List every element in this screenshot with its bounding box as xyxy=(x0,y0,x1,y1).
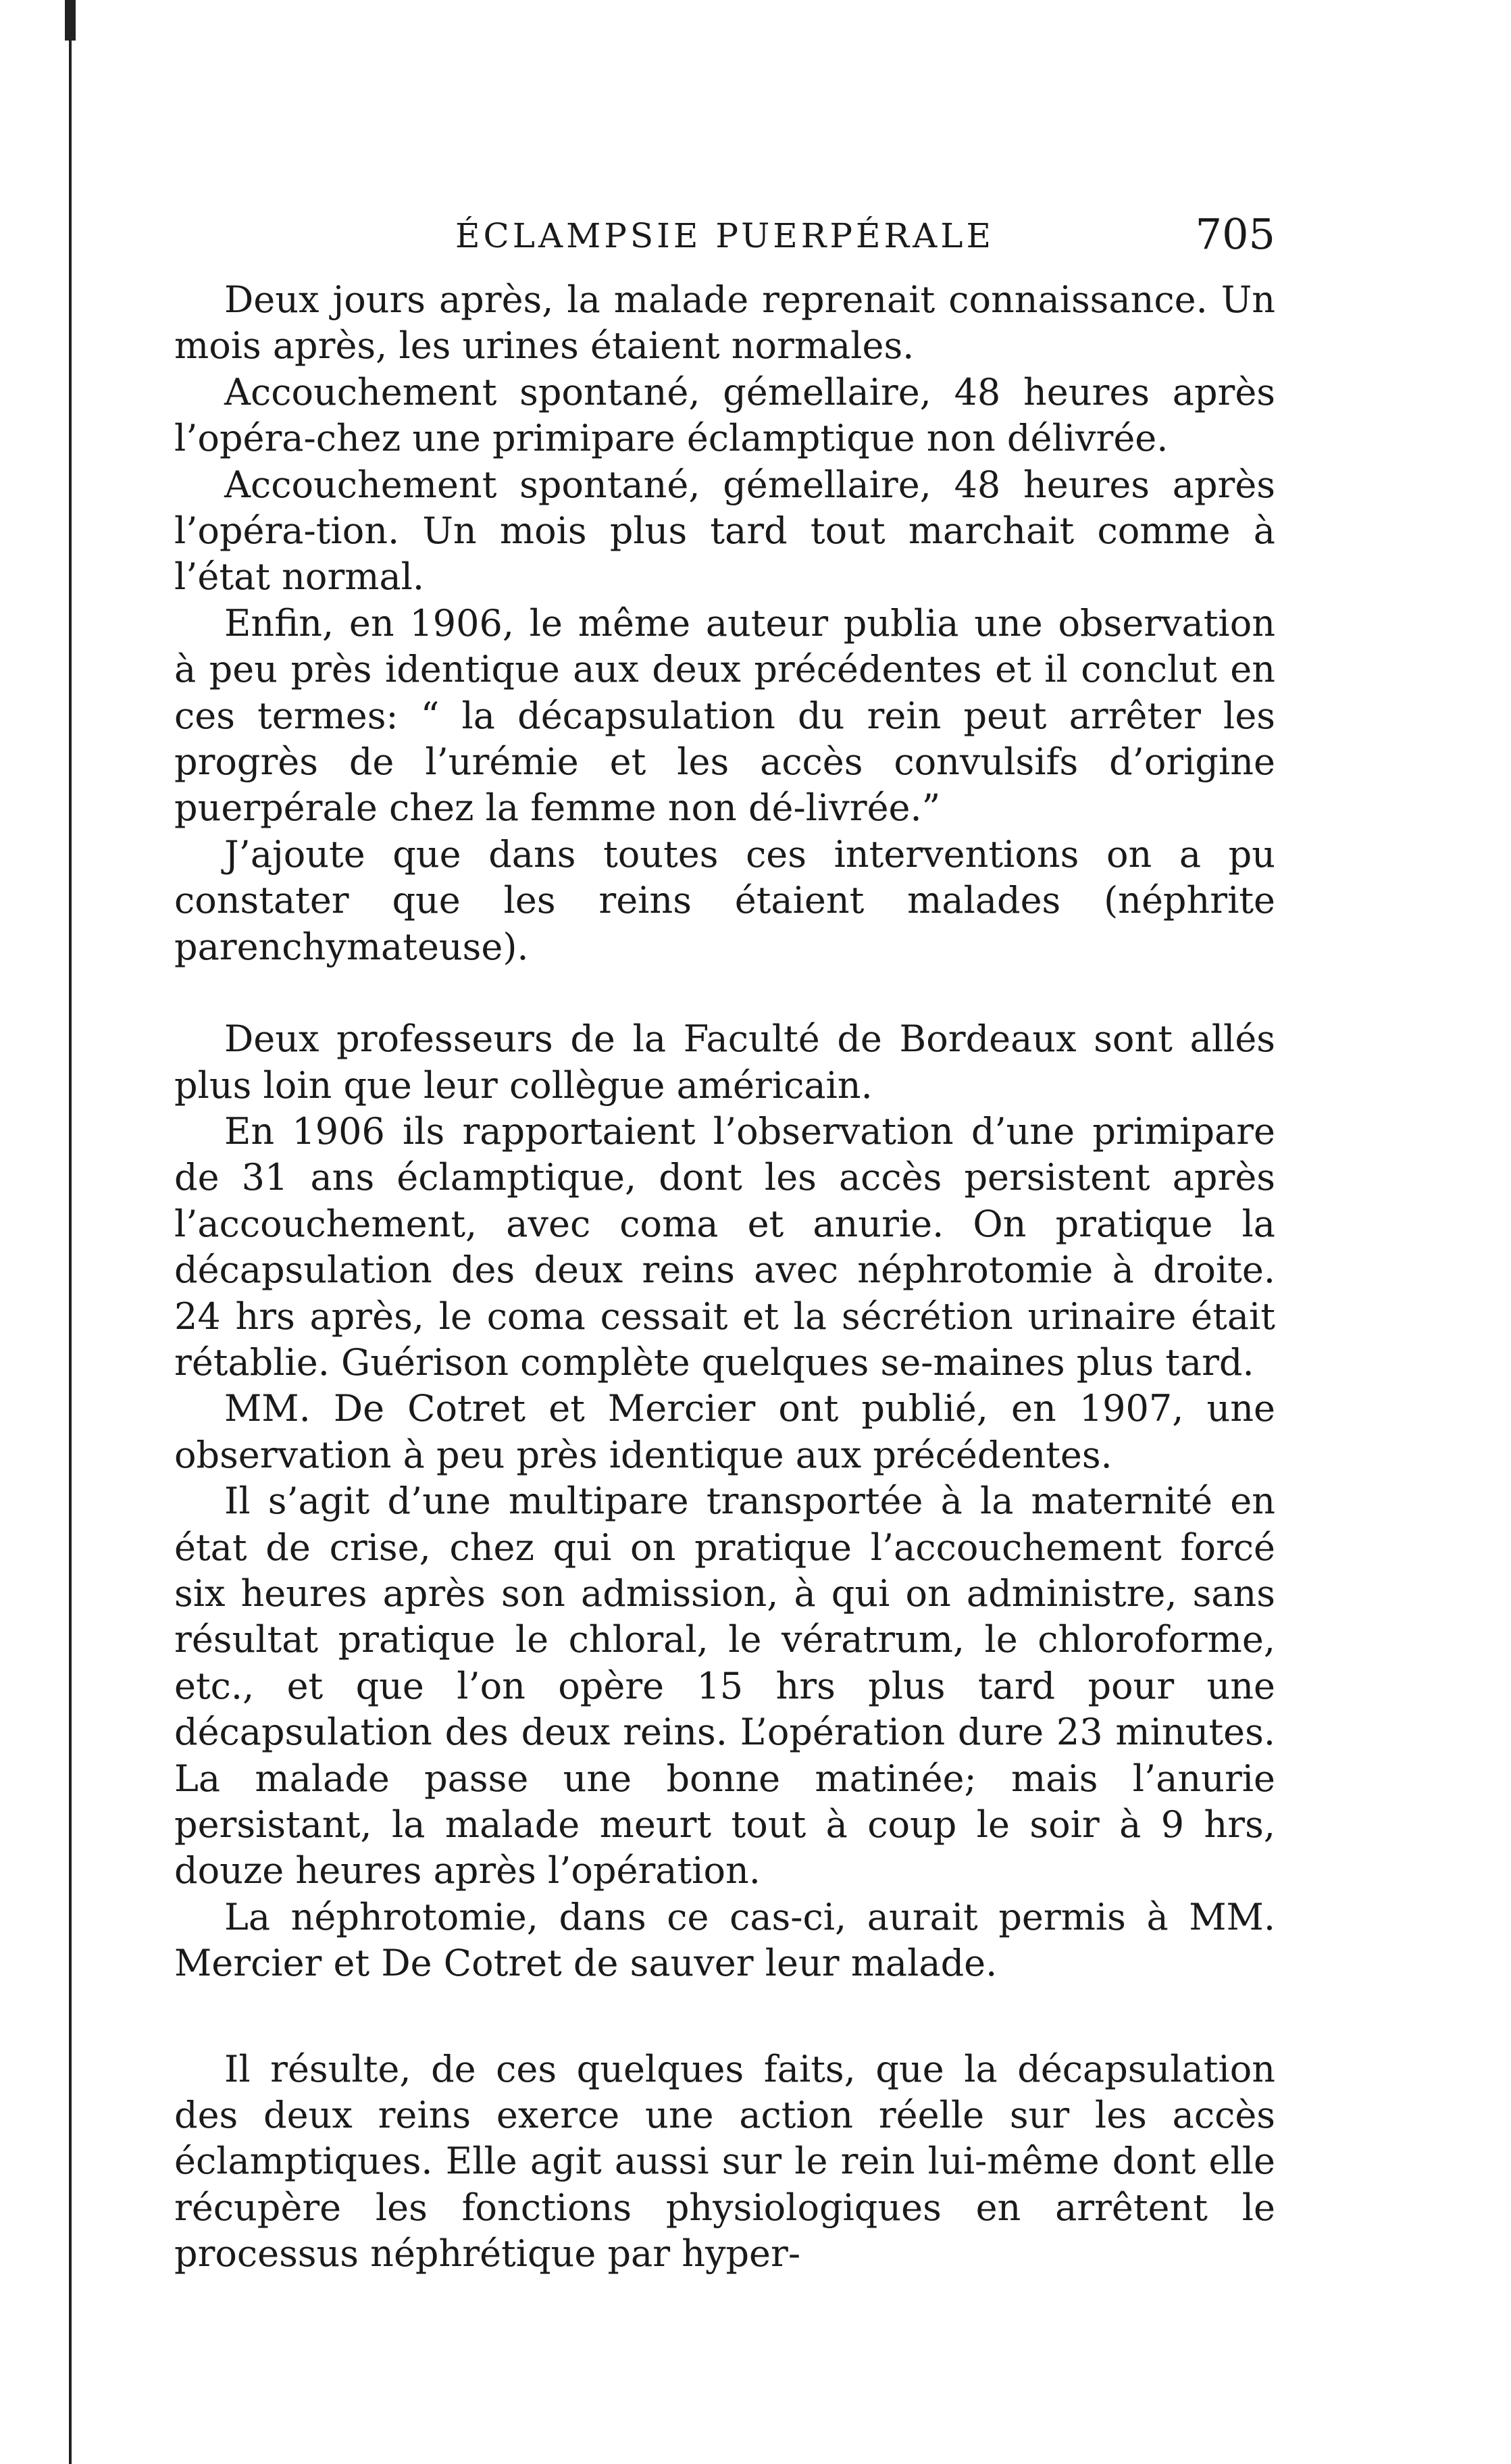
page-edge-line xyxy=(69,0,72,2464)
paragraph-10: La néphrotomie, dans ce cas-ci, aurait permis à MM. Mercier et De Cotret de sauver leur malade. xyxy=(174,1895,1275,1985)
paragraph-9: Il s’agit d’une multipare transportée à la maternité en état de crise, chez qui on pratique l’accouchement forcé six heures après son admission, à qui on administre, sans résultat pratique le chloral, le vératrum, le chloroforme, etc., et que l’on opère 15 hrs plus tard pour une décapsulation des deux reins. L’opération dure 23 minutes. La malade passe une bonne matinée; mais l’anurie persistant, la malade meurt tout à coup le soir à 9 hrs, douze heures après l’opération. xyxy=(174,1480,1275,1892)
running-head xyxy=(174,209,1275,263)
paragraph-8: MM. De Cotret et Mercier ont publié, en 1907, une observation à peu près identique aux précédentes. xyxy=(174,1387,1275,1476)
body-text xyxy=(174,277,1275,2278)
paragraph-4: Enfin, en 1906, le même auteur publia une observation à peu près identique aux deux précédentes et il conclut en ces termes: “ la décapsulation du rein peut arrêter les progrès de l’urémie et les accès convulsifs d’origine puerpérale chez la femme non dé-livrée.” xyxy=(174,601,1275,830)
paragraph-7: En 1906 ils rapportaient l’observation d’une primipare de 31 ans éclamptique, dont les accès persistent après l’accouchement, avec coma et anurie. On pratique la décapsulation des deux reins avec néphrotomie à droite. 24 hrs après, le coma cessait et la sécrétion urinaire était rétablie. Guérison complète quelques se-maines plus tard. xyxy=(174,1109,1275,1384)
paragraph-3: Accouchement spontané, gémellaire, 48 heures après l’opéra-tion. Un mois plus tard tout marchait comme à l’état normal. xyxy=(174,463,1275,599)
paragraph-5: J’ajoute que dans toutes ces interventions on a pu constater que les reins étaient malades (néphrite parenchymateuse). xyxy=(174,832,1275,968)
paragraph-11: Il résulte, de ces quelques faits, que la décapsulation des deux reins exerce une action réelle sur les accès éclamptiques. Elle agit aussi sur le rein lui-même dont elle récupère les fonctions physiologiques en arrêtent le processus néphrétique par hyper- xyxy=(174,2047,1275,2276)
page-number: 705 xyxy=(1195,209,1275,259)
paragraph-6: Deux professeurs de la Faculté de Bordeaux sont allés plus loin que leur collègue américain. xyxy=(174,1017,1275,1107)
page-edge-mark xyxy=(65,0,76,41)
running-title: ÉCLAMPSIE PUERPÉRALE xyxy=(455,216,994,255)
paragraph-2: Accouchement spontané, gémellaire, 48 heures après l’opéra-chez une primipare éclamptique non délivrée. xyxy=(174,370,1275,460)
paragraph-1: Deux jours après, la malade reprenait connaissance. Un mois après, les urines étaient normales. xyxy=(174,278,1275,368)
